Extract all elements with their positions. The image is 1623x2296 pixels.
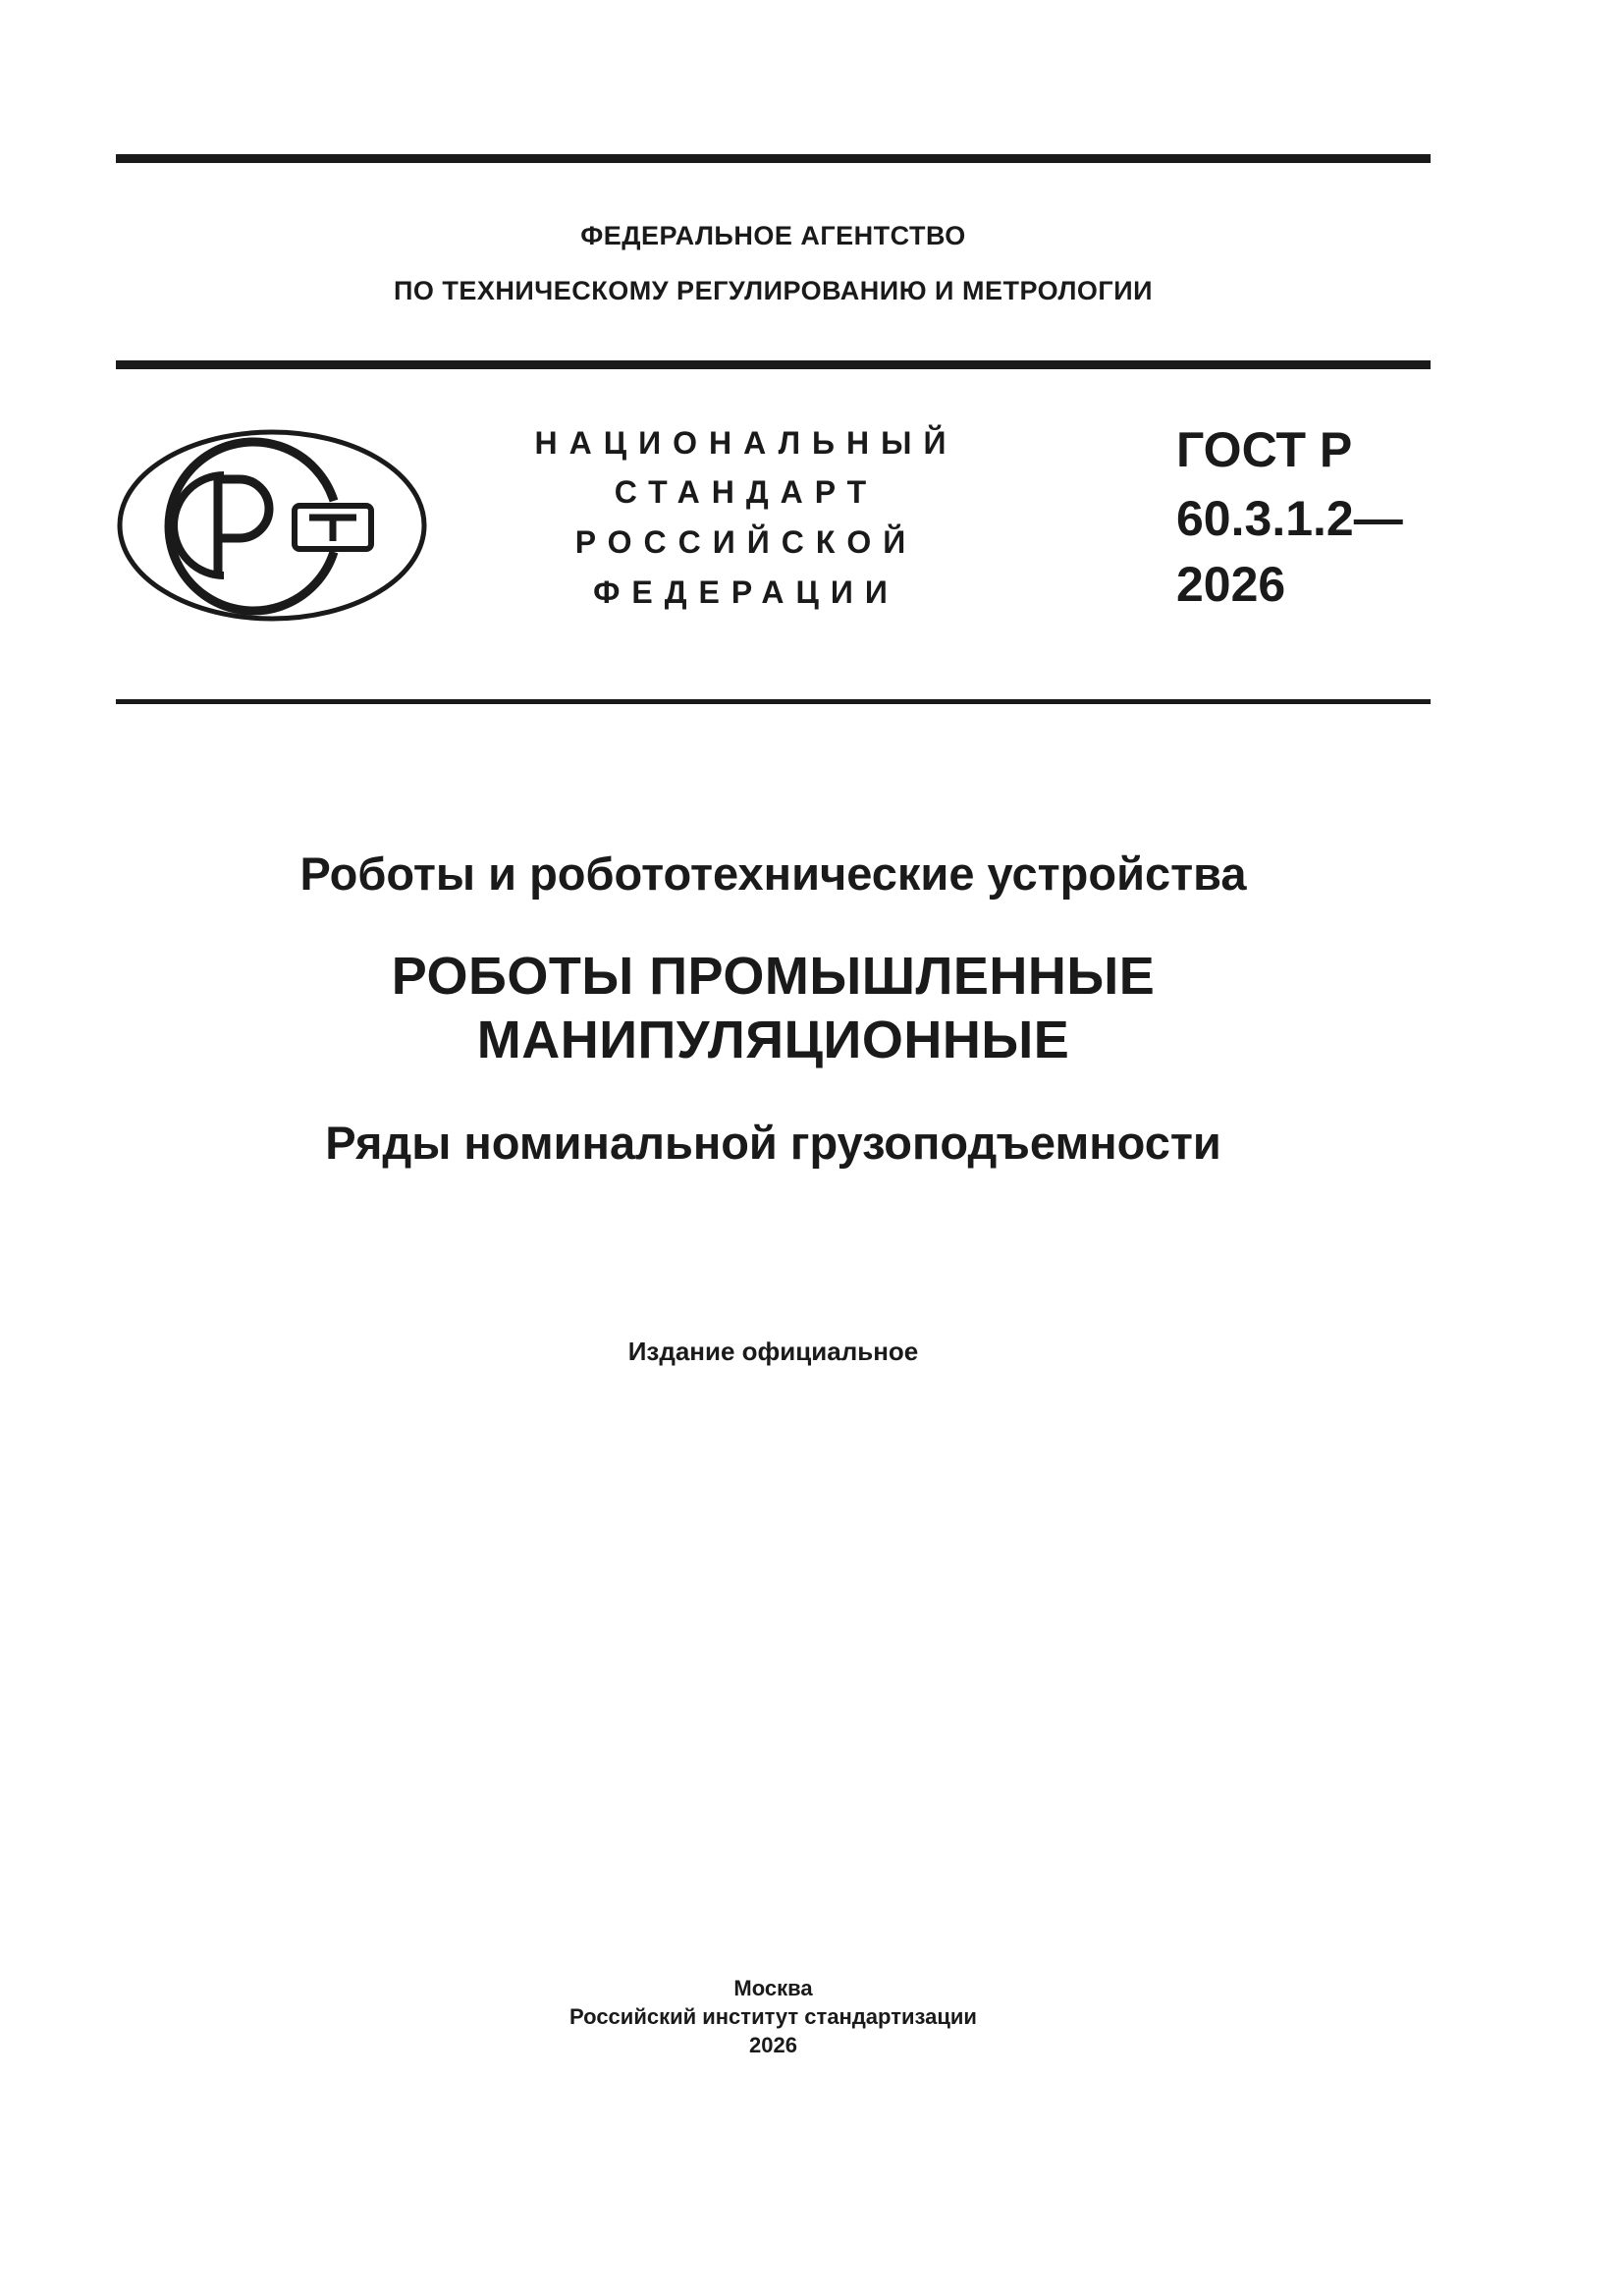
agency-name-line2: ПО ТЕХНИЧЕСКОМУ РЕГУЛИРОВАНИЮ И МЕТРОЛОГИИ <box>393 276 1154 305</box>
main-title-line2: МАНИПУЛЯЦИОННЫЕ <box>476 1011 1070 1069</box>
standard-type-line4: ФЕДЕРАЦИИ <box>593 574 899 610</box>
designation-line1: ГОСТ Р <box>1176 422 1353 477</box>
designation-line2: 60.3.1.2— <box>1176 491 1403 546</box>
standard-type-line1: НАЦИОНАЛЬНЫЙ <box>534 425 958 461</box>
standard-type-line3: РОССИЙСКОЙ <box>574 524 918 560</box>
designation-rule <box>116 699 1431 704</box>
top-rule <box>116 154 1431 163</box>
series-title: Роботы и робототехнические устройства <box>299 847 1247 900</box>
agency-name-line1: ФЕДЕРАЛЬНОЕ АГЕНТСТВО <box>580 221 966 250</box>
standard-type-line2: СТАНДАРТ <box>614 474 879 510</box>
designation-line3: 2026 <box>1176 557 1286 612</box>
subtitle: Ряды номинальной грузоподъемности <box>325 1117 1221 1169</box>
edition-label: Издание официальное <box>627 1337 919 1366</box>
header-rule <box>116 360 1431 369</box>
publisher-institute: Российский институт стандартизации <box>569 2004 977 2029</box>
publisher-city: Москва <box>733 1976 813 2000</box>
rst-mark-icon <box>116 428 428 623</box>
main-title-line1: РОБОТЫ ПРОМЫШЛЕННЫЕ <box>391 947 1156 1006</box>
publisher-year: 2026 <box>749 2033 797 2057</box>
